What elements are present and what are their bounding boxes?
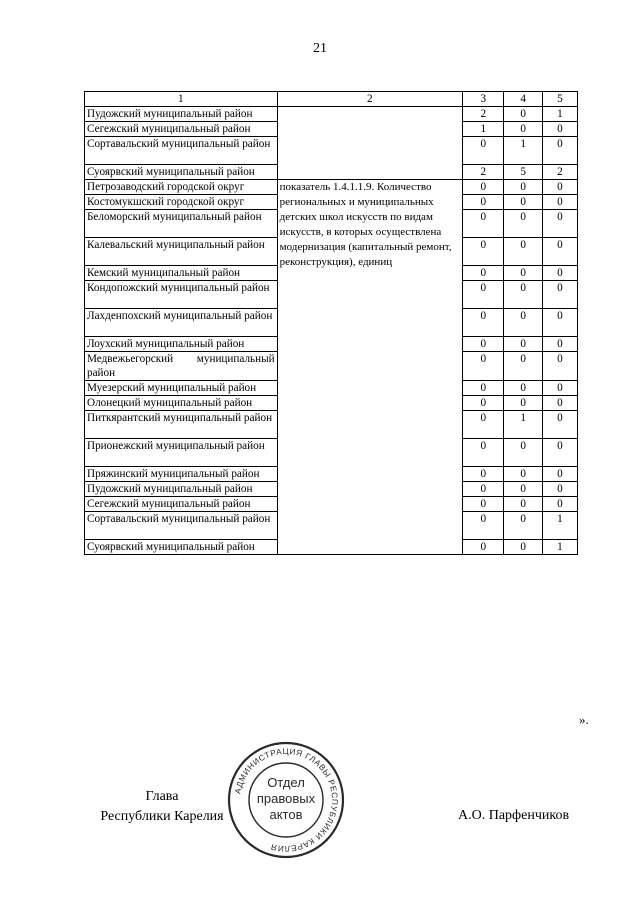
value-cell: 0 [463, 482, 504, 497]
value-cell: 0 [542, 122, 577, 137]
value-cell: 1 [504, 411, 542, 439]
value-cell: 0 [542, 210, 577, 238]
value-cell: 0 [504, 180, 542, 195]
value-cell: 2 [463, 107, 504, 122]
municipality-name: Беломорский муниципальный район [85, 210, 278, 238]
municipality-name: Сегежский муниципальный район [85, 122, 278, 137]
municipality-name: Прионежский муниципальный район [85, 439, 278, 467]
value-cell: 0 [542, 352, 577, 381]
value-cell: 0 [463, 512, 504, 540]
value-cell: 0 [463, 281, 504, 309]
municipality-name: Петрозаводский городской округ [85, 180, 278, 195]
value-cell: 5 [504, 165, 542, 180]
municipality-name: Сортавальский муниципальный район [85, 137, 278, 165]
page-number: 21 [313, 41, 327, 56]
value-cell: 0 [463, 411, 504, 439]
value-cell: 0 [542, 381, 577, 396]
municipality-name: Пряжинский муниципальный район [85, 467, 278, 482]
value-cell: 0 [463, 238, 504, 266]
indicator-cell-empty [277, 107, 462, 180]
seal-stamp [226, 740, 346, 860]
value-cell: 0 [463, 195, 504, 210]
municipality-name: Лоухский муниципальный район [85, 337, 278, 352]
value-cell: 0 [542, 337, 577, 352]
value-cell: 0 [504, 381, 542, 396]
header-cell: 5 [542, 92, 577, 107]
header-row [85, 92, 578, 107]
municipality-name: Кемский муниципальный район [85, 266, 278, 281]
value-cell: 2 [463, 165, 504, 180]
value-cell: 0 [504, 107, 542, 122]
value-cell: 0 [542, 309, 577, 337]
value-cell: 0 [504, 337, 542, 352]
value-cell: 0 [504, 195, 542, 210]
value-cell: 0 [542, 396, 577, 411]
value-cell: 0 [504, 512, 542, 540]
value-cell: 0 [463, 439, 504, 467]
signature-title-line: Глава [145, 789, 179, 804]
value-cell: 0 [504, 467, 542, 482]
header-cell: 3 [463, 92, 504, 107]
municipality-name: Сегежский муниципальный район [85, 497, 278, 512]
svg-text:правовых: правовых [256, 791, 316, 806]
header-cell: 4 [504, 92, 542, 107]
value-cell: 0 [542, 467, 577, 482]
value-cell: 0 [463, 337, 504, 352]
indicator-table [84, 91, 578, 555]
value-cell: 0 [504, 309, 542, 337]
svg-text:актов: актов [269, 807, 303, 822]
value-cell: 0 [542, 266, 577, 281]
value-cell: 0 [504, 497, 542, 512]
value-cell: 0 [542, 238, 577, 266]
municipality-name: Костомукшский городской округ [85, 195, 278, 210]
value-cell: 0 [504, 352, 542, 381]
header-cell: 1 [85, 92, 278, 107]
table-row [85, 180, 578, 195]
value-cell: 0 [542, 482, 577, 497]
header-cell: 2 [277, 92, 462, 107]
value-cell: 0 [463, 396, 504, 411]
value-cell: 0 [542, 439, 577, 467]
value-cell: 0 [504, 238, 542, 266]
value-cell: 0 [463, 467, 504, 482]
value-cell: 1 [463, 122, 504, 137]
municipality-name: Олонецкий муниципальный район [85, 396, 278, 411]
value-cell: 0 [504, 482, 542, 497]
value-cell: 0 [542, 281, 577, 309]
municipality-name: Калевальский муниципальный район [85, 238, 278, 266]
value-cell: 0 [504, 281, 542, 309]
value-cell: 0 [504, 396, 542, 411]
value-cell: 1 [504, 137, 542, 165]
value-cell: 0 [463, 540, 504, 555]
municipality-name: Лахденпохский муниципальный район [85, 309, 278, 337]
municipality-name: Медвежьегорский муниципальный район [85, 352, 278, 381]
value-cell: 0 [463, 266, 504, 281]
value-cell: 0 [463, 497, 504, 512]
value-cell: 1 [542, 540, 577, 555]
value-cell: 0 [463, 137, 504, 165]
signature-title [92, 787, 232, 827]
municipality-name: Кондопожский муниципальный район [85, 281, 278, 309]
municipality-name: Питкярантский муниципальный район [85, 411, 278, 439]
svg-text:АДМИНИСТРАЦИЯ ГЛАВЫ РЕСПУБЛИКИ: АДМИНИСТРАЦИЯ ГЛАВЫ РЕСПУБЛИКИ КАРЕЛИЯ [233, 746, 340, 854]
table-row [85, 107, 578, 122]
svg-text:Отдел: Отдел [267, 775, 305, 790]
value-cell: 0 [542, 137, 577, 165]
signature-title-line: Республики Карелия [100, 809, 224, 824]
value-cell: 0 [542, 180, 577, 195]
value-cell: 0 [463, 381, 504, 396]
municipality-name: Суоярвский муниципальный район [85, 540, 278, 555]
municipality-name: Суоярвский муниципальный район [85, 165, 278, 180]
signatory-name: А.О. Парфенчиков [458, 808, 570, 823]
municipality-name: Муезерский муниципальный район [85, 381, 278, 396]
closing-quote: ». [579, 712, 589, 727]
value-cell: 0 [542, 411, 577, 439]
value-cell: 0 [463, 210, 504, 238]
value-cell: 0 [504, 122, 542, 137]
value-cell: 0 [542, 195, 577, 210]
municipality-name: Сортавальский муниципальный район [85, 512, 278, 540]
value-cell: 2 [542, 165, 577, 180]
municipality-name: Пудожский муниципальный район [85, 107, 278, 122]
value-cell: 1 [542, 107, 577, 122]
value-cell: 0 [463, 352, 504, 381]
value-cell: 0 [542, 497, 577, 512]
value-cell: 1 [542, 512, 577, 540]
value-cell: 0 [504, 439, 542, 467]
municipality-name: Пудожский муниципальный район [85, 482, 278, 497]
value-cell: 0 [504, 540, 542, 555]
value-cell: 0 [504, 266, 542, 281]
value-cell: 0 [463, 180, 504, 195]
value-cell: 0 [463, 309, 504, 337]
indicator-description: показатель 1.4.1.1.9. Количество региональных и муниципальных детских школ искусств по видам искусств, в которых осуществлена модернизация (капитальный ремонт, реконструкция), единиц [277, 180, 462, 555]
value-cell: 0 [504, 210, 542, 238]
